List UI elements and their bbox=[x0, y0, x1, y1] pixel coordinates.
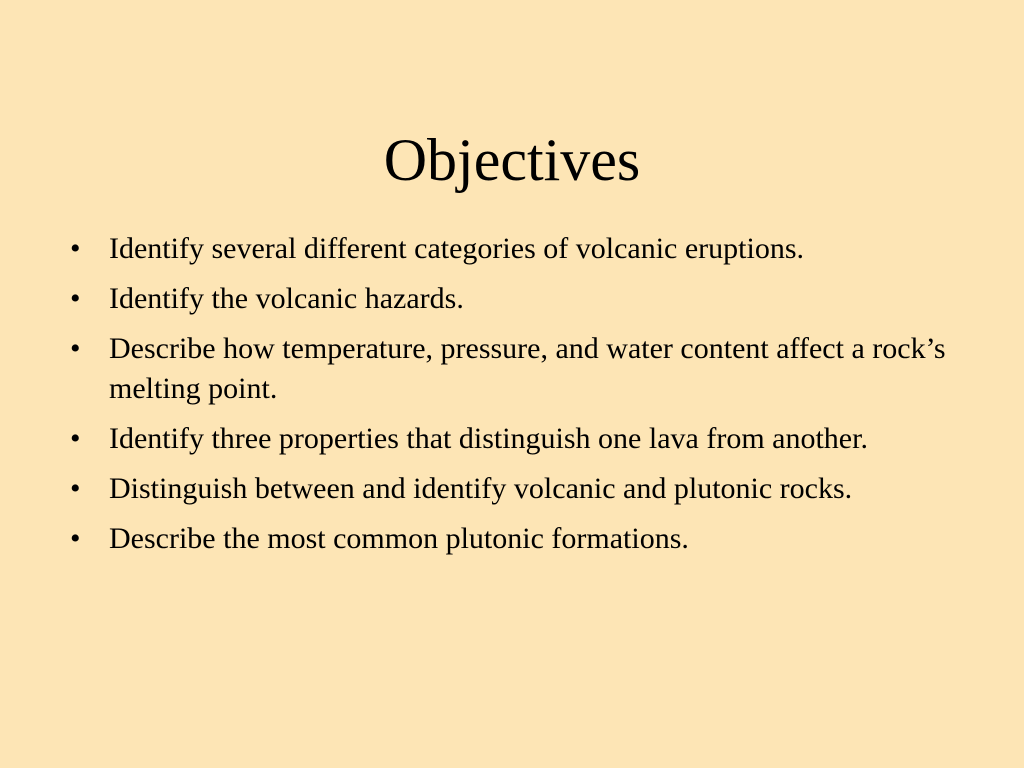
list-item bbox=[70, 279, 949, 319]
bullet-icon: • bbox=[70, 282, 81, 315]
list-item-text: Describe the most common plutonic formations. bbox=[109, 522, 689, 555]
list-item-text: Identify three properties that distinguish one lava from another. bbox=[109, 422, 868, 455]
list-item-text: Distinguish between and identify volcanic and plutonic rocks. bbox=[109, 472, 853, 505]
list-item bbox=[70, 329, 949, 409]
objectives-list bbox=[70, 229, 970, 569]
bullet-icon: • bbox=[70, 332, 81, 365]
list-item-text: Identify several different categories of volcanic eruptions. bbox=[109, 232, 804, 265]
list-item-text: Identify the volcanic hazards. bbox=[109, 282, 464, 315]
slide-title: Objectives bbox=[383, 127, 641, 193]
bullet-icon: • bbox=[70, 232, 81, 265]
bullet-icon: • bbox=[70, 422, 81, 455]
bullet-icon: • bbox=[70, 472, 81, 505]
list-item bbox=[70, 519, 949, 559]
list-item bbox=[70, 469, 949, 509]
list-item bbox=[70, 229, 949, 269]
bullet-icon: • bbox=[70, 522, 81, 555]
list-item bbox=[70, 419, 949, 459]
list-item-text: Describe how temperature, pressure, and water content affect a rock’s melting point. bbox=[109, 332, 946, 405]
